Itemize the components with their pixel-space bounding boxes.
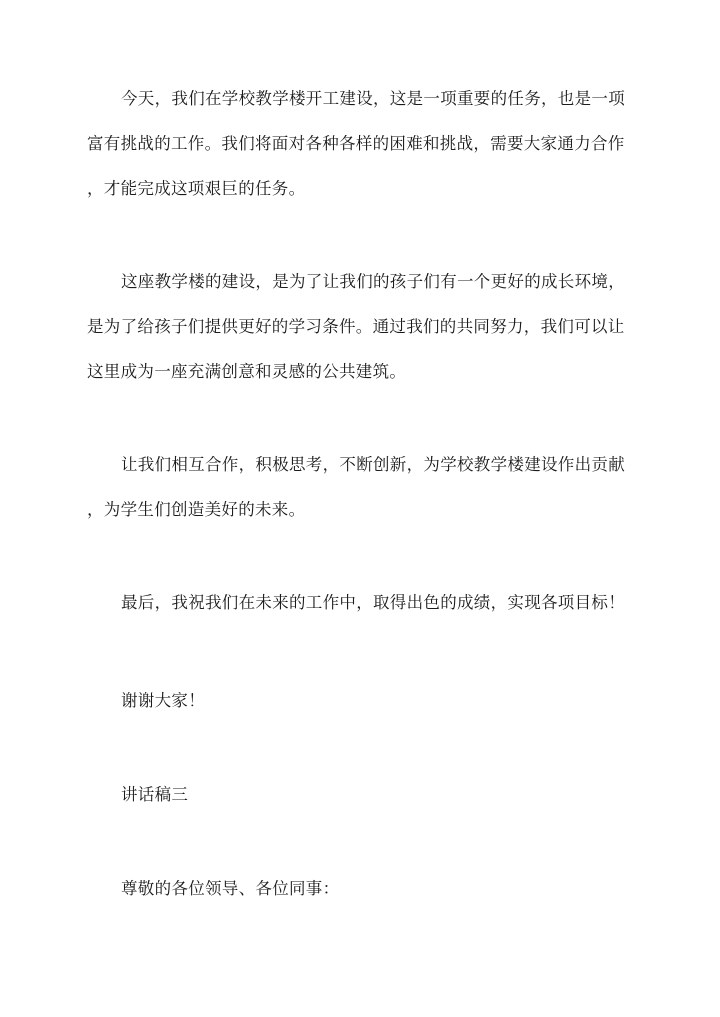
paragraph-line: ，才能完成这项艰巨的任务。 (87, 179, 306, 198)
paragraph-closing-wishes (87, 580, 635, 625)
paragraph-line: 今天，我们在学校教学楼开工建设，这是一项重要的任务，也是一项 (121, 89, 625, 108)
paragraph-line: ，为学生们创造美好的未来。 (87, 500, 306, 519)
paragraph-line: 这里成为一座充满创意和灵感的公共建筑。 (87, 362, 407, 381)
paragraph-line: 谢谢大家！ (121, 691, 205, 710)
paragraph-construction-start (87, 76, 635, 211)
paragraph-line: 富有挑战的工作。我们将面对各种各样的困难和挑战，需要大家通力合作 (87, 134, 625, 153)
section-heading-text: 讲话稿三 (121, 785, 189, 804)
paragraph-line: 这座教学楼的建设，是为了让我们的孩子们有一个更好的成长环境， (121, 272, 625, 291)
paragraph-line: 最后，我祝我们在未来的工作中，取得出色的成绩，实现各项目标！ (121, 593, 625, 612)
section-heading-speech-three (87, 772, 635, 817)
paragraph-cooperation (87, 442, 635, 532)
paragraph-thanks (87, 678, 635, 723)
salutation-text: 尊敬的各位领导、各位同事： (121, 879, 340, 898)
salutation (87, 866, 635, 911)
paragraph-line: 让我们相互合作，积极思考，不断创新，为学校教学楼建设作出贡献 (121, 455, 625, 474)
paragraph-line: 是为了给孩子们提供更好的学习条件。通过我们的共同努力，我们可以让 (87, 317, 625, 336)
paragraph-building-purpose (87, 259, 635, 394)
